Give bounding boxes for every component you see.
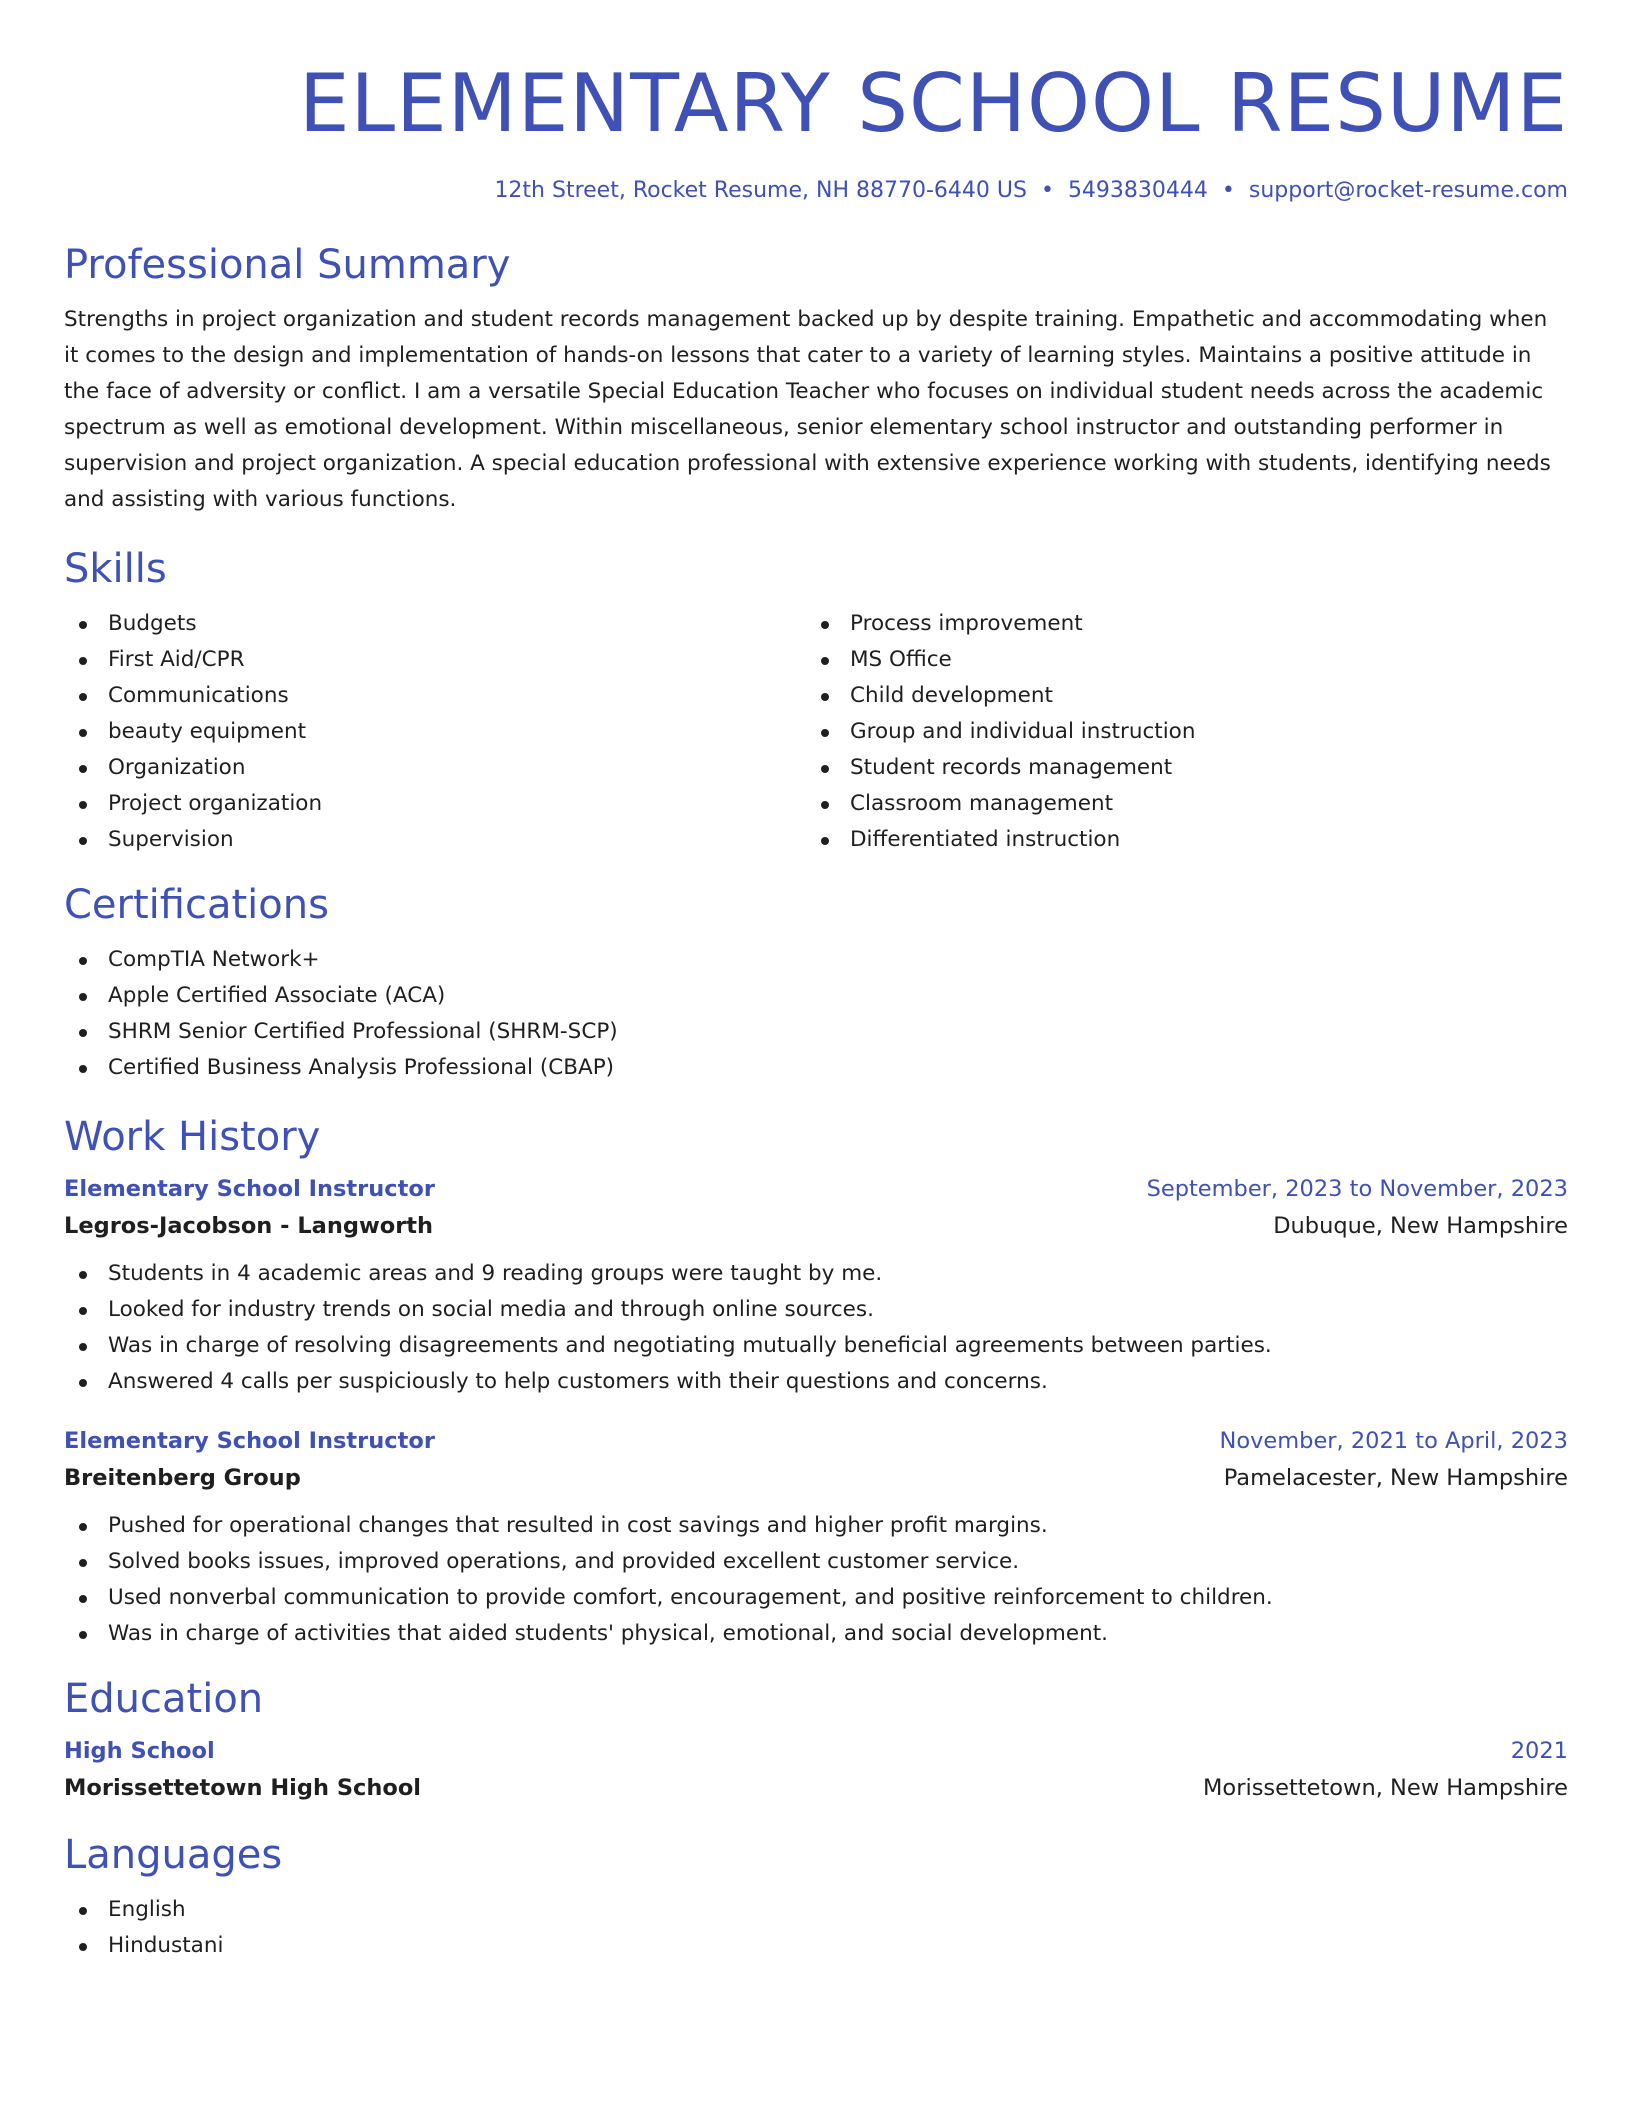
job-dates: November, 2021 to April, 2023 bbox=[1219, 1428, 1568, 1454]
job-bullets bbox=[64, 1256, 1568, 1400]
certification-item: Apple Certified Associate (ACA) bbox=[64, 978, 1568, 1014]
work-history-heading: Work History bbox=[64, 1114, 321, 1160]
job-company-row bbox=[64, 1206, 1568, 1246]
skill-item: Supervision bbox=[64, 822, 806, 858]
skill-item: Communications bbox=[64, 678, 806, 714]
job-bullet: Was in charge of activities that aided students' physical, emotional, and social development. bbox=[64, 1616, 1568, 1652]
job-bullets bbox=[64, 1508, 1568, 1652]
summary-text: Strengths in project organization and student records management backed up by despite training. Empathetic and accommodating when it comes to the design and implementation of hands-on lessons that cater to a variety of learning styles. Maintains a positive attitude in the face of adversity or conflict. I am a versatile Special Education Teacher who focuses on individual student needs across the academic spectrum as well as emotional development. Within miscellaneous, senior elementary school instructor and outstanding performer in supervision and project organization. A special education professional with extensive experience working with students, identifying needs and assisting with various functions. bbox=[64, 307, 1551, 512]
contact-separator: • bbox=[1040, 178, 1054, 203]
job-location: Dubuque, New Hampshire bbox=[1273, 1213, 1568, 1239]
skill-item: Differentiated instruction bbox=[806, 822, 1548, 858]
job-bullet: Was in charge of resolving disagreements and negotiating mutually beneficial agreements between parties. bbox=[64, 1328, 1568, 1364]
contact-email: support@rocket-resume.com bbox=[1248, 178, 1568, 203]
skill-item: Group and individual instruction bbox=[806, 714, 1548, 750]
skills-list-right bbox=[806, 606, 1548, 858]
education-header-row bbox=[64, 1734, 1568, 1768]
job-bullet: Looked for industry trends on social media and through online sources. bbox=[64, 1292, 1568, 1328]
skill-item: Project organization bbox=[64, 786, 806, 822]
skill-item: Classroom management bbox=[806, 786, 1548, 822]
skills-list-left bbox=[64, 606, 806, 858]
skills-heading: Skills bbox=[64, 546, 167, 592]
job-dates: September, 2023 to November, 2023 bbox=[1146, 1176, 1568, 1202]
job-entry bbox=[64, 1172, 1568, 1400]
education-school-row bbox=[64, 1768, 1568, 1808]
job-position: Elementary School Instructor bbox=[64, 1428, 435, 1454]
job-bullet: Used nonverbal communication to provide comfort, encouragement, and positive reinforcement to children. bbox=[64, 1580, 1568, 1616]
job-company: Legros-Jacobson - Langworth bbox=[64, 1213, 434, 1239]
education-degree: High School bbox=[64, 1738, 215, 1764]
skill-item: Child development bbox=[806, 678, 1548, 714]
education-year: 2021 bbox=[1510, 1738, 1568, 1764]
job-header-row bbox=[64, 1424, 1568, 1458]
skills-columns bbox=[64, 606, 1568, 858]
job-position: Elementary School Instructor bbox=[64, 1176, 435, 1202]
job-bullet: Pushed for operational changes that resulted in cost savings and higher profit margins. bbox=[64, 1508, 1568, 1544]
certifications-list bbox=[64, 942, 1568, 1086]
job-header-row bbox=[64, 1172, 1568, 1206]
certification-item: CompTIA Network+ bbox=[64, 942, 1568, 978]
languages-heading: Languages bbox=[64, 1832, 283, 1878]
job-company-row bbox=[64, 1458, 1568, 1498]
summary-heading: Professional Summary bbox=[64, 242, 511, 288]
skill-item: Process improvement bbox=[806, 606, 1548, 642]
certifications-heading: Certifications bbox=[64, 882, 329, 928]
education-location: Morissettetown, New Hampshire bbox=[1203, 1775, 1568, 1801]
languages-list bbox=[64, 1892, 1568, 1964]
education-entry bbox=[64, 1734, 1568, 1808]
language-item: Hindustani bbox=[64, 1928, 1568, 1964]
contact-address: 12th Street, Rocket Resume, NH 88770-6440 US bbox=[494, 178, 1027, 203]
job-company: Breitenberg Group bbox=[64, 1465, 301, 1491]
resume-page bbox=[64, 0, 1568, 1964]
language-item: English bbox=[64, 1892, 1568, 1928]
contact-separator: • bbox=[1221, 178, 1235, 203]
skill-item: Student records management bbox=[806, 750, 1548, 786]
education-school: Morissettetown High School bbox=[64, 1775, 422, 1801]
skill-item: Budgets bbox=[64, 606, 806, 642]
contact-line bbox=[64, 176, 1568, 206]
job-bullet: Students in 4 academic areas and 9 reading groups were taught by me. bbox=[64, 1256, 1568, 1292]
skill-item: beauty equipment bbox=[64, 714, 806, 750]
certification-item: Certified Business Analysis Professional (CBAP) bbox=[64, 1050, 1568, 1086]
certification-item: SHRM Senior Certified Professional (SHRM-SCP) bbox=[64, 1014, 1568, 1050]
skill-item: Organization bbox=[64, 750, 806, 786]
skill-item: MS Office bbox=[806, 642, 1548, 678]
job-bullet: Solved books issues, improved operations, and provided excellent customer service. bbox=[64, 1544, 1568, 1580]
job-bullet: Answered 4 calls per suspiciously to help customers with their questions and concerns. bbox=[64, 1364, 1568, 1400]
contact-phone: 5493830444 bbox=[1067, 178, 1208, 203]
job-entry bbox=[64, 1424, 1568, 1652]
education-heading: Education bbox=[64, 1676, 264, 1722]
resume-name: ELEMENTARY SCHOOL RESUME bbox=[299, 57, 1568, 150]
skill-item: First Aid/CPR bbox=[64, 642, 806, 678]
job-location: Pamelacester, New Hampshire bbox=[1223, 1465, 1568, 1491]
